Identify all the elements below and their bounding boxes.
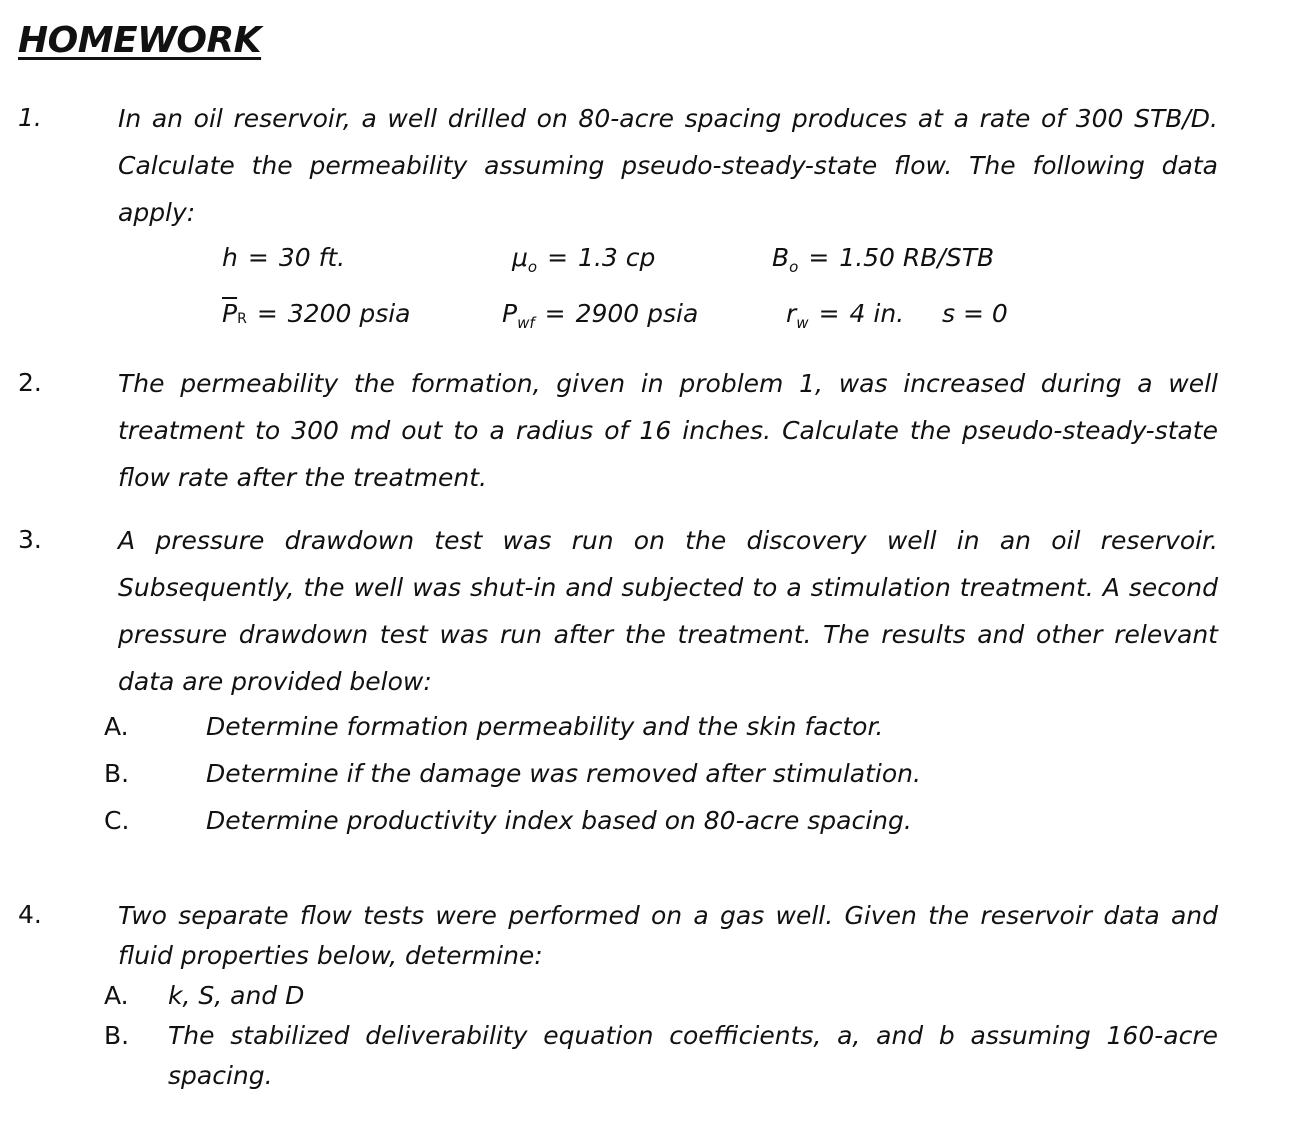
bo-equals: =: [808, 243, 830, 272]
page-title: HOMEWORK: [18, 20, 262, 61]
pwf-value: 2900 psia: [575, 299, 699, 328]
problem-2-number: 2.: [18, 368, 42, 397]
problem-4-text: Two separate flow tests were performed on a gas well. Given the reservoir data and fluid properties below, determine:: [118, 901, 1218, 970]
data-h: [222, 243, 345, 272]
pr-value: 3200 psia: [287, 299, 411, 328]
bo-value: 1.50 RB/STB: [839, 243, 995, 272]
problem-4-subitem-a-text: k, S, and D: [168, 981, 305, 1010]
problem-3-subitem-b-text: Determine if the damage was removed after stimulation.: [206, 759, 921, 788]
bo-symbol: B: [772, 243, 790, 272]
pr-equals: =: [256, 299, 278, 328]
data-r-w: [786, 299, 904, 332]
data-b-o: [772, 243, 994, 276]
data-p-wf: [502, 299, 698, 332]
problem-4-number: 4.: [18, 900, 42, 929]
pwf-equals: =: [544, 299, 566, 328]
data-p-r: [222, 299, 411, 328]
problem-3-subitem-c-text: Determine productivity index based on 80-acre spacing.: [206, 806, 912, 835]
problem-3-subitem-a-label: A.: [104, 712, 129, 741]
problem-2-text: The permeability the formation, given in problem 1, was increased during a well treatment to 300 md out to a radius of 16 inches. Calculate the pseudo-steady-state flow rate after the treatment.: [118, 369, 1218, 492]
problem-1-text: In an oil reservoir, a well drilled on 80-acre spacing produces at a rate of 300 STB/D. Calculate the permeability assuming pseudo-steady-state flow. The following data apply:: [118, 104, 1218, 227]
pwf-subscript: wf: [517, 314, 535, 332]
h-value: 30 ft.: [278, 243, 346, 272]
rw-subscript: w: [796, 314, 809, 332]
problem-4-subitem-b-text: The stabilized deliverability equation coefficients, a, and b assuming 160-acre spacing.: [168, 1021, 1218, 1090]
data-skin: s = 0: [942, 299, 1008, 328]
mu-subscript: o: [527, 258, 538, 276]
problem-3-subitem-c-label: C.: [104, 806, 130, 835]
mu-value: 1.3 cp: [578, 243, 656, 272]
pr-symbol: $\overline{P}$: [222, 299, 238, 328]
problem-1-number: 1.: [18, 103, 42, 132]
rw-symbol: r: [786, 299, 797, 328]
pr-subscript: R: [237, 311, 247, 327]
data-mu-o: [512, 243, 655, 276]
bo-subscript: o: [789, 258, 799, 276]
problem-4-subitem-b-label: B.: [104, 1021, 130, 1050]
problem-3-subitem-b-label: B.: [104, 759, 130, 788]
rw-equals: =: [818, 299, 840, 328]
rw-value: 4 in.: [849, 299, 905, 328]
problem-3-number: 3.: [18, 525, 42, 554]
pwf-symbol: P: [502, 299, 518, 328]
problem-4-subitem-a-label: A.: [104, 981, 129, 1010]
mu-symbol: μ: [512, 243, 528, 272]
h-equals: =: [247, 243, 269, 272]
problem-3-text: A pressure drawdown test was run on the discovery well in an oil reservoir. Subsequently, the well was shut-in and subjected to a stimulation treatment. A second pressure drawdown test was run after the treatment. The results and other relevant data are provided below:: [118, 526, 1218, 696]
mu-equals: =: [547, 243, 569, 272]
problem-3-subitem-a-text: Determine formation permeability and the skin factor.: [206, 712, 884, 741]
h-symbol: h: [222, 243, 238, 272]
